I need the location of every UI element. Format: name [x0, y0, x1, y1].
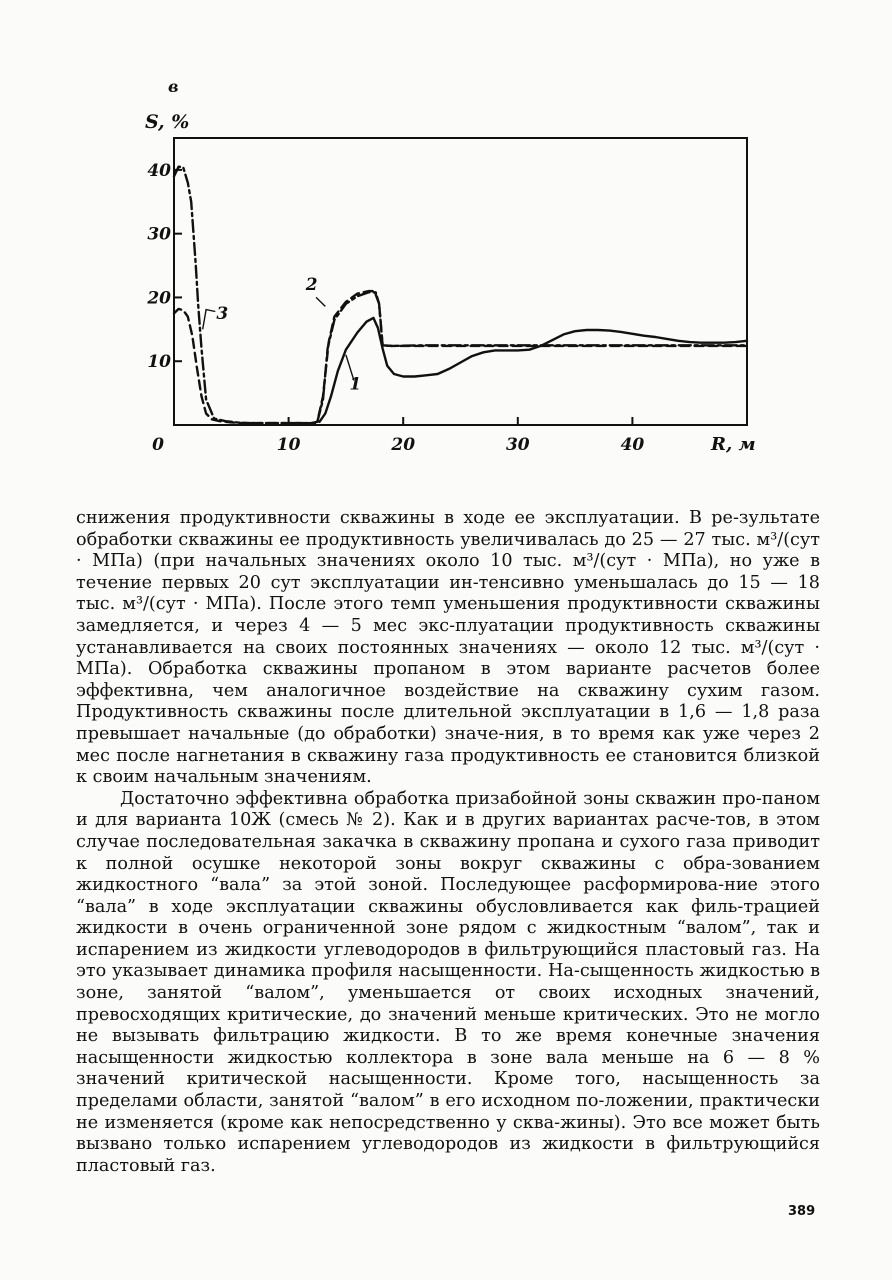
- y-tick-label: 30: [147, 224, 171, 245]
- plot-frame: [174, 138, 747, 425]
- panel-label: в: [168, 77, 179, 96]
- x-tick-label: 20: [391, 435, 416, 455]
- y-tick-label: 40: [147, 160, 171, 181]
- saturation-profile-chart: [0, 0, 892, 480]
- x-tick-label: 0: [152, 435, 164, 455]
- curve-label-leader: [203, 310, 216, 330]
- curve-label: 1: [349, 374, 362, 395]
- x-axis-label: R, м: [711, 434, 756, 455]
- x-tick-label: 30: [505, 435, 530, 455]
- curve-label: 3: [216, 304, 229, 325]
- y-axis-label: S, %: [145, 111, 190, 133]
- series-line-3: [174, 167, 315, 423]
- paragraph: снижения продуктивности скважины в ходе ее эксплуатации. В ре-зультате обработки скважины ее продуктивность увеличивалась до 25 — 27 тыс. м³/(сут · МПа) (при начальных значениях около 10 тыс. м³/(сут · МПа), но уже в течение первых 20 сут эксплуатации ин-тенсивно уменьшалась до 15 — 18 тыс. м³/(сут · МПа). После этого темп уменьшения продуктивности скважины замедляется, и через 4 — 5 мес экс-плуатации продуктивность скважины устанавливается на своих постоянных значениях — около 12 тыс. м³/(сут · МПа). Обработка скважины пропаном в этом варианте расчетов более эффективна, чем аналогичное воздействие на скважину сухим газом. Продуктивность скважины после длительной эксплуатации в 1,6 — 1,8 раза превышает начальные (до обработки) значе-ния, в то время как уже через 2 мес после нагнетания в скважину газа продуктивность ее становится близкой к своим начальным значениям.: [76, 508, 820, 788]
- y-tick-label: 20: [147, 288, 171, 309]
- y-tick-label: 10: [147, 352, 171, 373]
- curve-label: 2: [305, 274, 318, 295]
- paragraph: Достаточно эффективна обработка призабойной зоны скважин про-паном и для варианта 10Ж (смесь № 2). Как и в других вариантах расче-тов, в этом случае последовательная закачка в скважину пропана и сухого газа приводит к полной осушке некоторой зоны вокруг скважины с обра-зованием жидкостного “вала” за этой зоной. Последующее расформирова-ние этого “вала” в ходе эксплуатации скважины обусловливается как филь-трацией жидкости в очень ограниченной зоне рядом с жидкостным “валом”, так и испарением из жидкости углеводородов в фильтрующийся пластовый газ. На это указывает динамика профиля насыщенности. На-сыщенность жидкостью в зоне, занятой “валом”, уменьшается от своих исходных значений, превосходящих критические, до значений меньше критических. Это не могло не вызывать фильтрацию жидкости. В то же время конечные значения насыщенности жидкостью коллектора в зоне вала меньше на 6 — 8 % значений критической насыщенности. Кроме того, насыщенность за пределами области, занятой “валом” в его исходном по-ложении, практически не изменяется (кроме как непосредственно у сква-жины). Это все может быть вызвано только испарением углеводородов из жидкости в фильтрующийся пластовый газ.: [76, 788, 820, 1176]
- page-number: 389: [788, 1204, 816, 1219]
- series-line-unlabeled-3: [174, 291, 747, 423]
- curve-label-leader: [316, 297, 325, 306]
- x-tick-label: 40: [620, 435, 645, 455]
- body-text: [76, 508, 820, 1177]
- series-line-2: [317, 292, 747, 422]
- x-tick-label: 10: [276, 435, 301, 455]
- series-line-1: [320, 318, 748, 422]
